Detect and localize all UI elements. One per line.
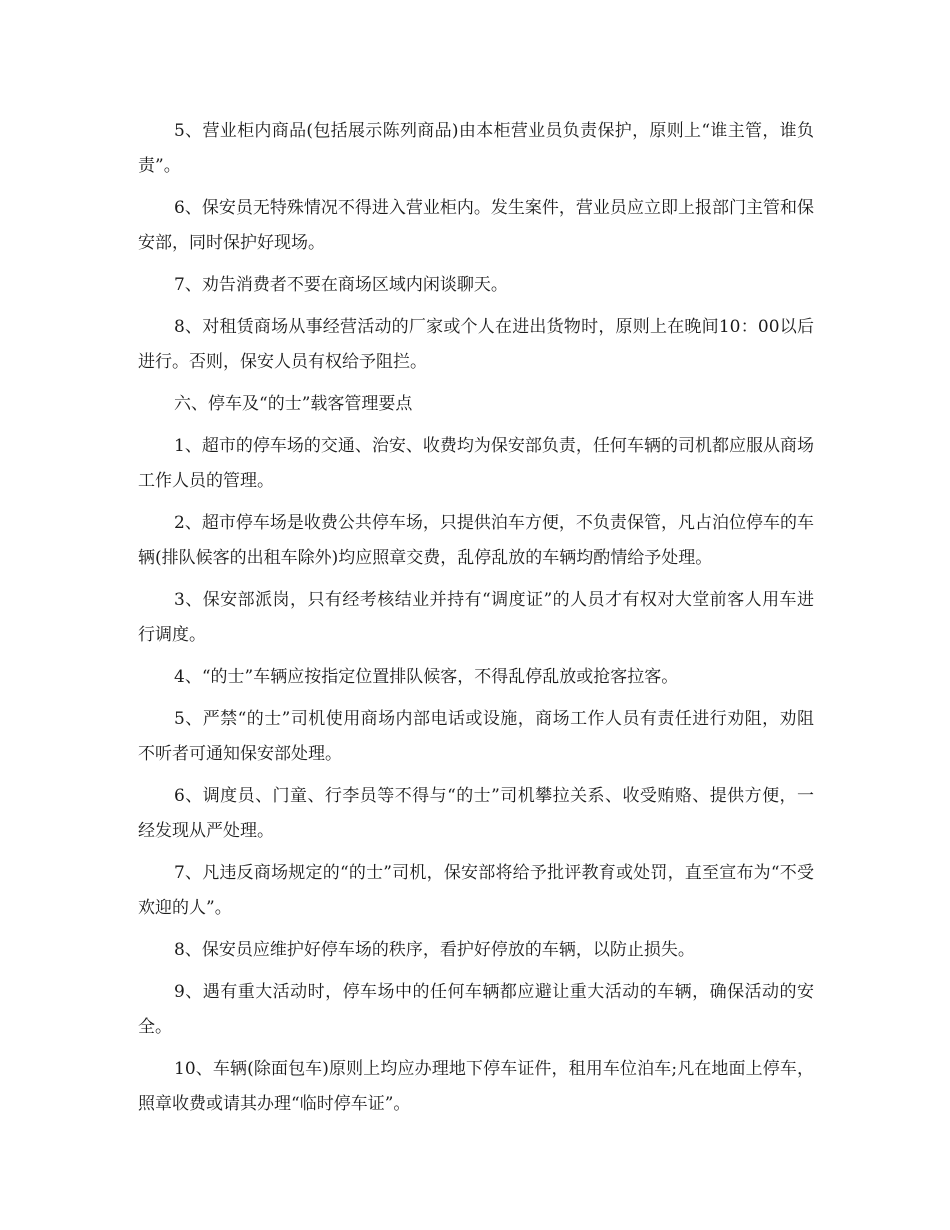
section-heading-parking: 六、停车及“的士”载客管理要点	[174, 394, 413, 414]
paragraph-parking-item-1: 1、超市的停车场的交通、治安、收费均为保安部负责，任何车辆的司机都应服从商场工作人员的管理。	[138, 436, 814, 491]
paragraph-parking-item-7: 7、凡违反商场规定的“的士”司机，保安部将给予批评教育或处罚，直至宣布为“不受欢迎的人”。	[138, 863, 814, 918]
paragraph-shop-item-8: 8、对租赁商场从事经营活动的厂家或个人在进出货物时，原则上在晚间10：00以后进行。否则，保安人员有权给予阻拦。	[138, 317, 814, 372]
paragraph-parking-item-3: 3、保安部派岗，只有经考核结业并持有“调度证”的人员才有权对大堂前客人用车进行调度。	[138, 590, 814, 645]
paragraph-shop-item-7: 7、劝告消费者不要在商场区域内闲谈聊天。	[174, 275, 508, 295]
paragraph-parking-item-10: 10、车辆(除面包车)原则上均应办理地下停车证件，租用车位泊车;凡在地面上停车，照章收费或请其办理“临时停车证”。	[138, 1059, 814, 1114]
paragraph-parking-item-8: 8、保安员应维护好停车场的秩序，看护好停放的车辆，以防止损失。	[174, 940, 695, 960]
paragraph-parking-item-2: 2、超市停车场是收费公共停车场，只提供泊车方便，不负责保管，凡占泊位停车的车辆(排队候客的出租车除外)均应照章交费，乱停乱放的车辆均酌情给予处理。	[138, 513, 814, 568]
document-body	[138, 114, 814, 1129]
paragraph-parking-item-9: 9、遇有重大活动时，停车场中的任何车辆都应避让重大活动的车辆，确保活动的安全。	[138, 982, 814, 1037]
paragraph-parking-item-5: 5、严禁“的士”司机使用商场内部电话或设施，商场工作人员有责任进行劝阻，劝阻不听者可通知保安部处理。	[138, 709, 814, 764]
paragraph-shop-item-6: 6、保安员无特殊情况不得进入营业柜内。发生案件，营业员应立即上报部门主管和保安部，同时保护好现场。	[138, 198, 814, 253]
paragraph-parking-item-6: 6、调度员、门童、行李员等不得与“的士”司机攀拉关系、收受贿赂、提供方便，一经发现从严处理。	[138, 786, 814, 841]
paragraph-parking-item-4: 4、“的士”车辆应按指定位置排队候客，不得乱停乱放或抢客拉客。	[174, 667, 679, 687]
paragraph-shop-item-5: 5、营业柜内商品(包括展示陈列商品)由本柜营业员负责保护，原则上“谁主管，谁负责”。	[138, 121, 814, 176]
